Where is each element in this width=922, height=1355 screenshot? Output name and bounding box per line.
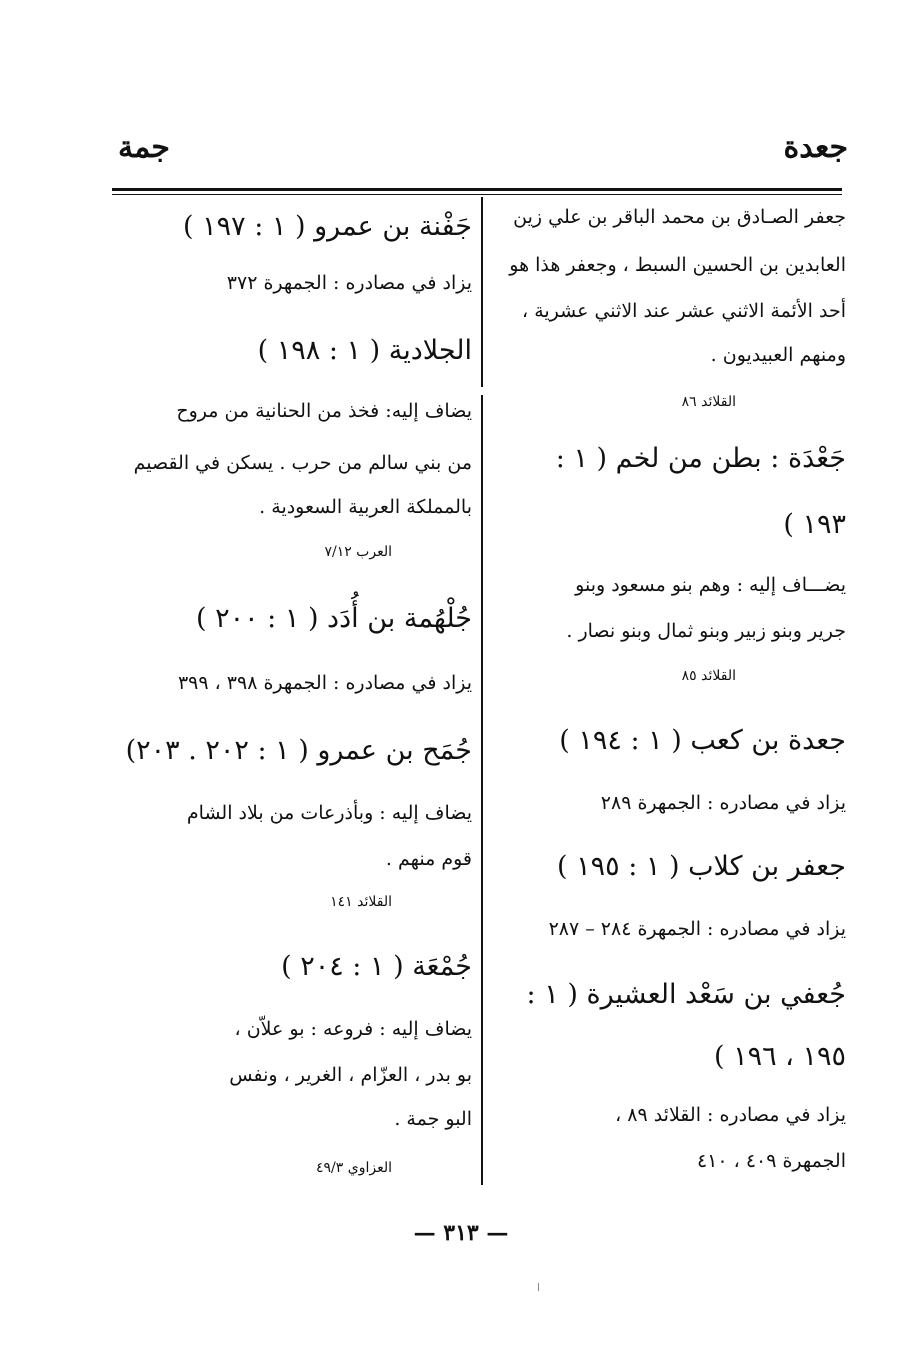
source-citation: القلائد ١٤١	[330, 894, 392, 910]
column-divider-bottom	[481, 395, 483, 1185]
entry-text-line: جعفر الصـادق بن محمد الباقر بن علي زين	[513, 206, 846, 228]
page-number: — ٣١٣ —	[413, 1220, 509, 1246]
entry-text-line: يضاف إليه : فروعه : بو علاّن ،	[234, 1018, 472, 1040]
column-divider-top	[481, 197, 483, 387]
entry-text-line: يزاد في مصادره : الجمهرة ٢٨٩	[600, 792, 846, 814]
entry-heading: جُمْعَة ( ١ : ٢٠٤ )	[281, 951, 472, 982]
entry-text-line: يضاف إليه: فخذ من الحنانية من مروح	[176, 400, 472, 422]
entry-text-line: البو جمة .	[394, 1108, 472, 1130]
scan-speck	[538, 1283, 539, 1291]
entry-heading: الجلادية ( ١ : ١٩٨ )	[257, 335, 472, 366]
entry-heading: جُلْهُمة بن أُدَد ( ١ : ٢٠٠ )	[195, 603, 472, 634]
entry-text-line: أحد الأئمة الاثني عشر عند الاثني عشرية ،	[522, 300, 846, 322]
entry-text-line: يزاد في مصادره : الجمهرة ٣٧٢	[226, 272, 472, 294]
source-citation: العزاوي ٤٩/٣	[316, 1160, 392, 1176]
header-rule-thick	[112, 188, 842, 191]
entry-text-line: بالمملكة العربية السعودية .	[259, 496, 472, 518]
entry-text-line: العابدين بن الحسين السبط ، وجعفر هذا هو	[509, 254, 846, 276]
entry-text-line: يضـــاف إليه : وهم بنو مسعود وبنو	[575, 574, 846, 596]
entry-text-line: من بني سالم من حرب . يسكن في القصيم	[133, 452, 472, 474]
entry-heading: جَعْدَة : بطن من لخم ( ١ :	[555, 443, 846, 474]
entry-text-line: ومنهم العبيديون .	[710, 344, 846, 366]
entry-text-line: يزاد في مصادره : الجمهرة ٣٩٨ ، ٣٩٩	[177, 672, 472, 694]
source-citation: العرب ٧/١٢	[324, 544, 392, 560]
source-citation: القلائد ٨٦	[681, 394, 736, 410]
entry-heading: جَفْنة بن عمرو ( ١ : ١٩٧ )	[183, 211, 472, 242]
entry-heading: جعدة بن كعب ( ١ : ١٩٤ )	[559, 725, 846, 756]
entry-heading: جعفر بن كلاب ( ١ : ١٩٥ )	[556, 851, 846, 882]
entry-text-line: الجمهرة ٤٠٩ ، ٤١٠	[696, 1150, 846, 1172]
entry-text-line: يزاد في مصادره : الجمهرة ٢٨٤ – ٢٨٧	[548, 918, 846, 940]
running-header-left: جمة	[118, 130, 170, 165]
source-citation: القلائد ٨٥	[681, 668, 736, 684]
entry-heading: ١٩٣ )	[783, 509, 846, 540]
entry-heading: ١٩٥ ، ١٩٦ )	[713, 1041, 846, 1072]
entry-text-line: يزاد في مصادره : القلائد ٨٩ ،	[615, 1104, 846, 1126]
entry-text-line: بو بدر ، العزّام ، الغرير ، ونفس	[229, 1064, 472, 1086]
entry-heading: جُمَح بن عمرو ( ١ : ٢٠٢ . ٢٠٣)	[125, 735, 472, 766]
entry-text-line: قوم منهم .	[385, 848, 472, 870]
entry-heading: جُعفي بن سَعْد العشيرة ( ١ :	[526, 979, 846, 1010]
running-header-right: جعدة	[783, 130, 848, 165]
entry-text-line: يضاف إليه : وبأذرعات من بلاد الشام	[186, 802, 472, 824]
entry-text-line: جرير وبنو زبير وبنو ثمال وبنو نصار .	[566, 620, 846, 642]
header-rule-thin	[112, 194, 842, 195]
